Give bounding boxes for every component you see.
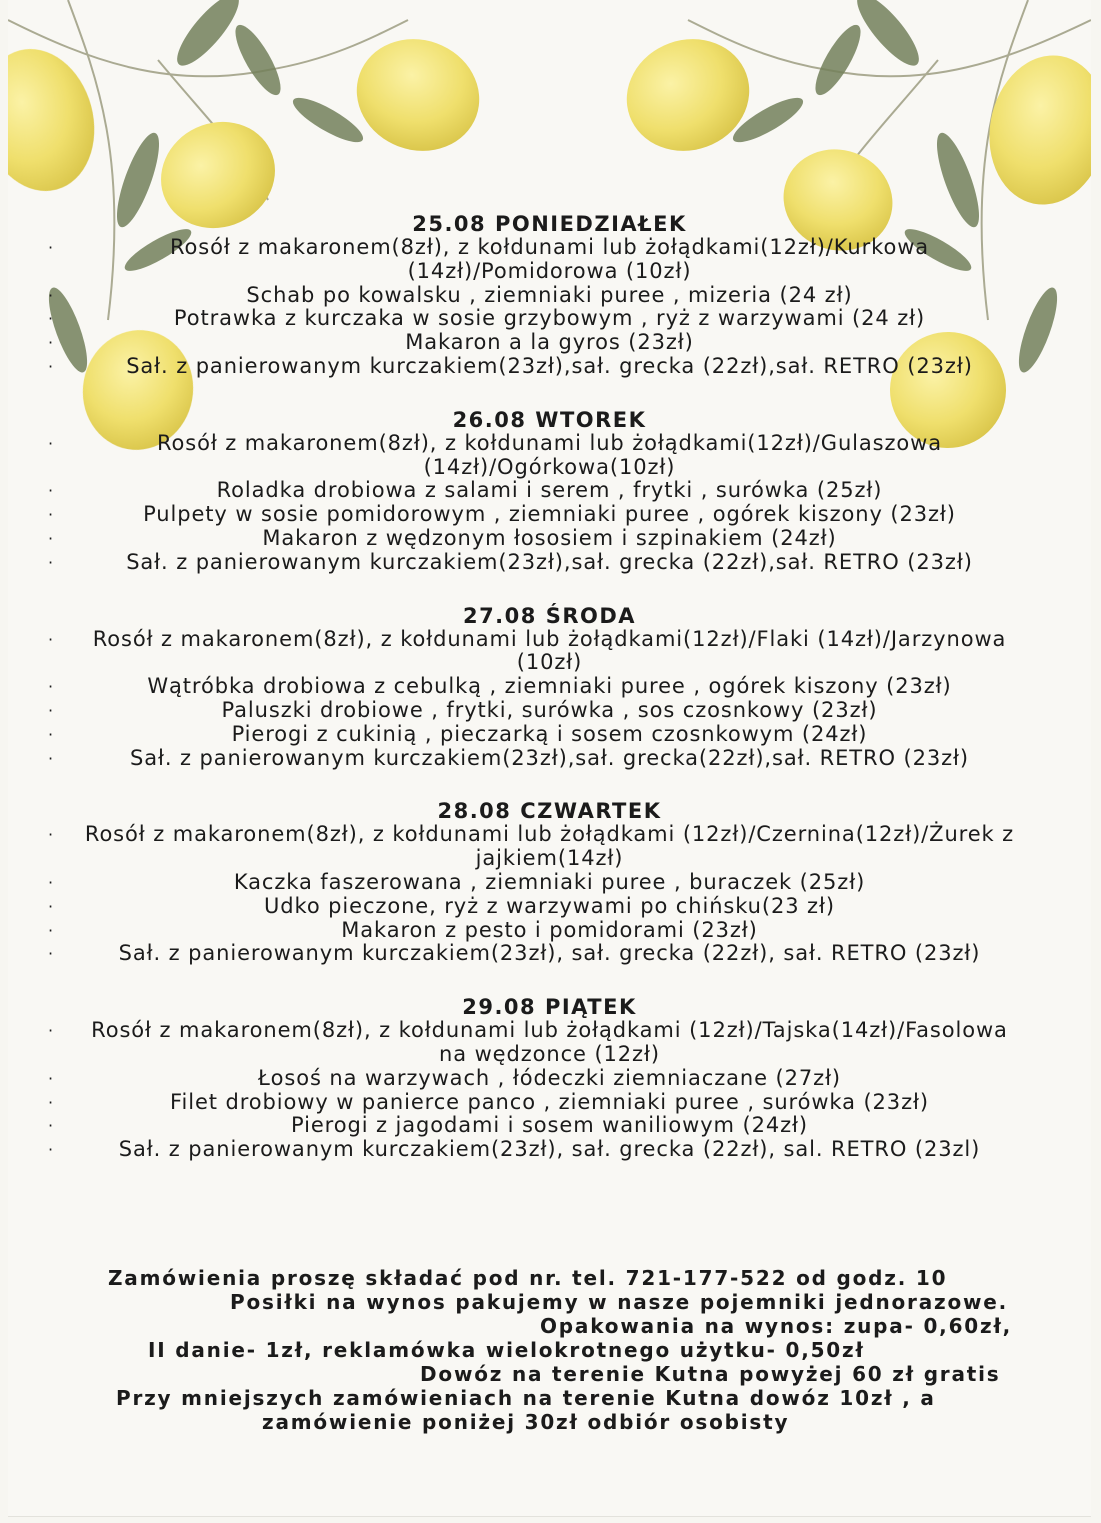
menu-item	[8, 1091, 1091, 1115]
day-title: 27.08 ŚRODA	[462, 603, 637, 628]
daily-menu	[8, 212, 1091, 1191]
bullet-icon: ·	[48, 285, 54, 305]
menu-item	[8, 551, 1091, 575]
bullet-icon: ·	[48, 677, 54, 697]
menu-item-text: Filet drobiowy w panierce panco , ziemniaki puree , surówka (23zł)	[170, 1089, 929, 1114]
day-section	[8, 408, 1091, 575]
menu-item-text: Rosół z makaronem(8zł), z kołdunami lub żołądkami(12zł)/Gulaszowa (14zł)/Ogórkowa(10zł)	[156, 430, 943, 479]
bullet-icon: ·	[48, 1068, 54, 1088]
menu-item-text: Rosół z makaronem(8zł), z kołdunami lub żołądkami (12zł)/Czernina(12zł)/Żurek z jajkiem(14zł)	[84, 822, 1015, 871]
menu-item	[8, 1019, 1091, 1067]
menu-item-text: Schab po kowalsku , ziemniaki puree , mizeria (24 zł)	[246, 282, 853, 307]
menu-item-text: Pierogi z cukinią , pieczarką i sosem czosnkowym (24zł)	[231, 721, 868, 746]
menu-item-text: Makaron a la gyros (23zł)	[405, 330, 694, 355]
bullet-icon: ·	[48, 1021, 54, 1041]
menu-item-text: Rosół z makaronem(8zł), z kołdunami lub żołądkami (12zł)/Tajska(14zł)/Fasolowa na wędzonce (12zł)	[91, 1018, 1008, 1066]
footer-line: Opakowania na wynos: zupa- 0,60zł,	[540, 1314, 1013, 1338]
footer-line: Posiłki na wynos pakujemy w nasze pojemniki jednorazowe.	[230, 1290, 1009, 1314]
menu-item-text: Sał. z panierowanym kurczakiem(23zł), sał. grecka (22zł), sal. RETRO (23zl)	[118, 1137, 981, 1162]
day-section	[8, 604, 1091, 771]
menu-item	[8, 307, 1091, 331]
menu-item-text: Udko pieczone, ryż z warzywami po chińsku(23 zł)	[264, 893, 835, 918]
menu-item-text: Paluszki drobiowe , frytki, surówka , sos czosnkowy (23zł)	[221, 697, 878, 722]
menu-item-text: Sał. z panierowanym kurczakiem(23zł),sał. grecka (22zł),sał. RETRO (23zł)	[126, 549, 973, 574]
bullet-icon: ·	[48, 872, 54, 892]
footer-line: Dowóz na terenie Kutna powyżej 60 zł gratis	[420, 1362, 1001, 1386]
bullet-icon: ·	[48, 238, 54, 257]
menu-item-text: Sał. z panierowanym kurczakiem(23zł),sał. grecka (22zł),sał. RETRO (23zł)	[126, 353, 973, 378]
menu-item	[8, 355, 1091, 379]
menu-item	[8, 1138, 1091, 1162]
bullet-icon: ·	[48, 309, 54, 329]
menu-item	[8, 919, 1091, 943]
bullet-icon: ·	[48, 505, 54, 525]
menu-item-text: Pierogi z jagodami i sosem waniliowym (24zł)	[291, 1113, 808, 1138]
menu-item-text: Rosół z makaronem(8zł), z kołdunami lub żołądkami(12zł)/Kurkowa (14zł)/Pomidorowa (10zł)	[169, 235, 930, 283]
menu-item	[8, 236, 1091, 284]
menu-item-text: Makaron z wędzonym łososiem i szpinakiem (24zł)	[262, 525, 837, 550]
bullet-icon: ·	[48, 1116, 54, 1136]
menu-item-text: Potrawka z kurczaka w sosie grzybowym , ryż z warzywami (24 zł)	[173, 306, 926, 331]
day-title: 26.08 WTOREK	[452, 407, 647, 432]
day-title: 25.08 PONIEDZIAŁEK	[412, 212, 687, 236]
menu-item	[8, 895, 1091, 919]
bullet-icon: ·	[48, 481, 54, 501]
menu-item-text: Wątróbka drobiowa z cebulką , ziemniaki puree , ogórek kiszony (23zł)	[147, 674, 952, 699]
menu-item	[8, 1067, 1091, 1091]
menu-item-text: Rosół z makaronem(8zł), z kołdunami lub żołądkami(12zł)/Flaki (14zł)/Jarzynowa (10zł)	[92, 626, 1007, 675]
bullet-icon: ·	[48, 333, 54, 353]
day-title: 29.08 PIĄTEK	[462, 995, 637, 1020]
bullet-icon: ·	[48, 748, 54, 768]
bullet-icon: ·	[48, 920, 54, 940]
menu-item-text: Makaron z pesto i pomidorami (23zł)	[341, 917, 758, 942]
bullet-icon: ·	[48, 700, 54, 720]
day-section	[8, 995, 1091, 1162]
menu-item	[8, 699, 1091, 723]
menu-item-text: Roladka drobiowa z salami i serem , frytki , surówka (25zł)	[216, 478, 883, 503]
menu-item-text: Sał. z panierowanym kurczakiem(23zł), sał. grecka (22zł), sał. RETRO (23zł)	[118, 941, 981, 966]
menu-item	[8, 284, 1091, 308]
day-section	[8, 212, 1091, 379]
menu-item	[8, 628, 1091, 676]
bullet-icon: ·	[48, 724, 54, 744]
menu-item	[8, 432, 1091, 480]
bullet-icon: ·	[48, 1092, 54, 1112]
bullet-icon: ·	[48, 629, 54, 649]
menu-item	[8, 527, 1091, 551]
menu-item	[8, 747, 1091, 771]
menu-page	[8, 0, 1091, 1517]
menu-item-text: Kaczka faszerowana , ziemniaki puree , buraczek (25zł)	[233, 869, 866, 894]
bullet-icon: ·	[48, 528, 54, 548]
menu-item	[8, 479, 1091, 503]
bullet-icon: ·	[48, 1140, 54, 1160]
day-section	[8, 799, 1091, 966]
menu-item	[8, 1114, 1091, 1138]
footer-line: Zamówienia proszę składać pod nr. tel. 721-177-522 od godz. 10	[108, 1266, 948, 1290]
bullet-icon: ·	[48, 944, 54, 964]
day-title: 28.08 CZWARTEK	[437, 799, 662, 824]
bullet-icon: ·	[48, 433, 54, 453]
bullet-icon: ·	[48, 356, 54, 376]
bullet-icon: ·	[48, 825, 54, 845]
menu-item	[8, 331, 1091, 355]
bullet-icon: ·	[48, 552, 54, 572]
footer-line: zamówienie poniżej 30zł odbiór osobisty	[262, 1410, 790, 1434]
bullet-icon: ·	[48, 896, 54, 916]
menu-item	[8, 723, 1091, 747]
footer-line: II danie- 1zł, reklamówka wielokrotnego użytku- 0,50zł	[148, 1338, 865, 1362]
ordering-info	[8, 1266, 1091, 1434]
menu-item	[8, 942, 1091, 966]
menu-item-text: Sał. z panierowanym kurczakiem(23zł),sał. grecka(22zł),sał. RETRO (23zł)	[129, 745, 970, 770]
menu-item	[8, 675, 1091, 699]
menu-item-text: Pulpety w sosie pomidorowym , ziemniaki puree , ogórek kiszony (23zł)	[143, 502, 956, 527]
footer-line: Przy mniejszych zamówieniach na terenie Kutna dowóz 10zł , a	[116, 1386, 936, 1410]
menu-item	[8, 503, 1091, 527]
menu-item-text: Łosoś na warzywach , łódeczki ziemniaczane (27zł)	[257, 1065, 842, 1090]
menu-item	[8, 823, 1091, 871]
menu-item	[8, 871, 1091, 895]
